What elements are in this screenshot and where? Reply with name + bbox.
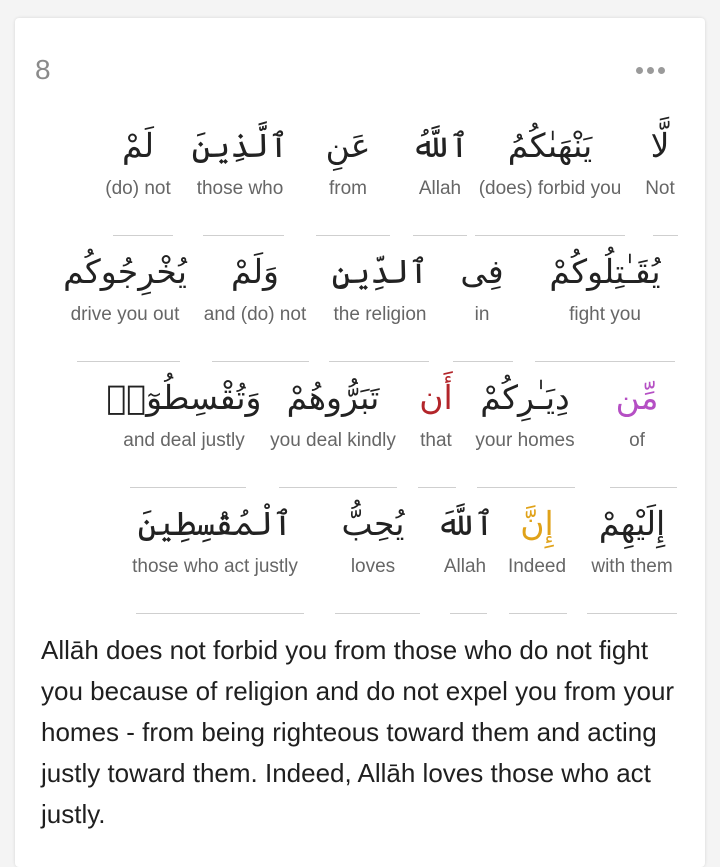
menu-dot: [658, 67, 665, 74]
word-underline: [212, 361, 309, 362]
arabic-word: يَنْهَىٰكُمُ: [507, 126, 593, 165]
arabic-word: فِى: [460, 252, 504, 291]
word-item[interactable]: [475, 372, 574, 452]
more-horizontal-icon[interactable]: [636, 62, 672, 78]
word-underline: [77, 361, 180, 362]
arabic-word: دِيَـٰرِكُمْ: [480, 378, 570, 417]
word-underline: [130, 487, 246, 488]
word-gloss: (do) not: [105, 178, 171, 199]
word-item[interactable]: [270, 372, 396, 452]
arabic-word: عَنِ: [325, 126, 371, 165]
word-gloss: of: [629, 430, 645, 451]
word-item[interactable]: [105, 120, 170, 200]
word-gloss: in: [474, 304, 490, 325]
arabic-word: [63, 246, 187, 298]
word-gloss: those who act justly: [132, 556, 298, 577]
word-item[interactable]: [342, 498, 405, 578]
arabic-word: لَمْ: [121, 126, 155, 165]
arabic-word: لَّا: [650, 126, 670, 165]
word-item[interactable]: [326, 120, 371, 200]
word-underline: [450, 613, 487, 614]
word-item[interactable]: [107, 372, 262, 452]
word-gloss: from: [329, 178, 367, 199]
word-underline: [535, 361, 675, 362]
word-underline: [653, 235, 678, 236]
menu-dot: [636, 67, 643, 74]
word-item[interactable]: [479, 120, 622, 200]
arabic-word: ٱلَّذِينَ: [191, 126, 289, 165]
arabic-word: ٱلْمُقْسِطِينَ: [137, 504, 293, 543]
word-item[interactable]: [508, 498, 566, 578]
arabic-word: إِلَيْهِمْ: [598, 504, 666, 543]
word-underline: [453, 361, 513, 362]
word-gloss: you deal kindly: [270, 430, 396, 451]
word-item[interactable]: [332, 246, 429, 326]
verse-translation: Allāh does not forbid you from those who do not fight you because of religion and do not expel you from your homes - from being righteous toward them and acting justly toward them. Indeed, Allāh loves those who act justly.: [41, 635, 675, 829]
verse-number: 8: [35, 54, 51, 85]
word-item[interactable]: [63, 246, 187, 326]
arabic-word: مِّن: [615, 378, 659, 417]
word-gloss: Indeed: [507, 556, 567, 577]
word-underline: [413, 235, 467, 236]
word-underline: [477, 487, 575, 488]
word-item[interactable]: [192, 120, 289, 200]
word-gloss: with them: [591, 556, 673, 577]
word-gloss: Allah: [443, 556, 487, 577]
arabic-word: تَبَرُّوهُمْ: [286, 378, 380, 417]
word-item[interactable]: [436, 498, 494, 578]
word-item[interactable]: [411, 120, 469, 200]
word-underline: [113, 235, 173, 236]
word-gloss: fight you: [569, 304, 641, 325]
word-gloss: your homes: [475, 430, 575, 451]
word-gloss: (does) forbid you: [478, 178, 622, 199]
word-item[interactable]: [549, 246, 660, 326]
word-underline: [475, 235, 625, 236]
word-item[interactable]: [460, 246, 503, 326]
word-item[interactable]: [645, 120, 675, 200]
arabic-word: ٱلدِّينِ: [331, 252, 429, 291]
word-item[interactable]: [132, 498, 298, 578]
word-gloss: loves: [350, 556, 396, 577]
word-underline: [509, 613, 567, 614]
word-underline: [610, 487, 677, 488]
word-gloss: those who: [196, 178, 284, 199]
word-underline: [335, 613, 420, 614]
word-underline: [316, 235, 390, 236]
word-gloss: drive you out: [70, 304, 180, 325]
word-gloss: and (do) not: [203, 304, 307, 325]
word-gloss: Not: [645, 178, 675, 199]
word-underline: [203, 235, 284, 236]
word-underline: [418, 487, 456, 488]
menu-dot: [647, 67, 654, 74]
arabic-word: إِنَّ: [520, 504, 554, 543]
word-item[interactable]: [616, 372, 659, 452]
word-gloss: Allah: [418, 178, 462, 199]
arabic-word: وَتُقْسِطُوٓا۟: [106, 378, 262, 417]
word-item[interactable]: [204, 246, 306, 326]
word-item[interactable]: [419, 372, 452, 452]
word-underline: [329, 361, 429, 362]
word-underline: [587, 613, 677, 614]
arabic-word: يُقَـٰتِلُوكُمْ: [549, 252, 661, 291]
arabic-word: أَن: [419, 378, 453, 417]
arabic-word-segment: يُخْرِجُوكُم: [63, 252, 187, 291]
word-item[interactable]: [591, 498, 672, 578]
word-gloss: the religion: [333, 304, 427, 325]
arabic-word: ٱللَّهَ: [435, 504, 495, 543]
arabic-word: يُحِبُّ: [341, 504, 405, 543]
arabic-word: ٱللَّهُ: [410, 126, 470, 165]
arabic-word: وَلَمْ: [231, 252, 279, 291]
word-gloss: and deal justly: [123, 430, 245, 451]
word-underline: [279, 487, 397, 488]
word-gloss: that: [420, 430, 452, 451]
word-underline: [136, 613, 304, 614]
